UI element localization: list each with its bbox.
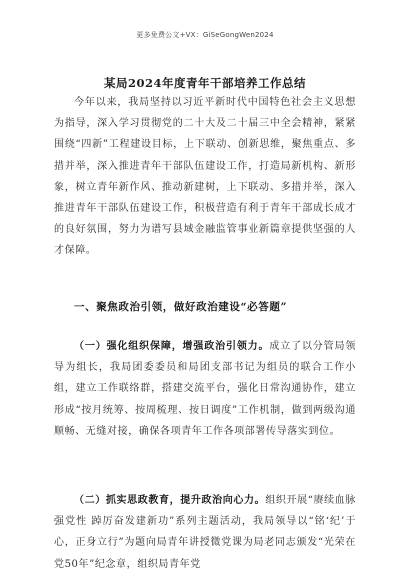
section-heading-1: 一、聚焦政治引领，做好政治建设“必答题”: [74, 301, 288, 313]
document-title: 某局2024年度青年干部培养工作总结: [103, 76, 306, 90]
intro-paragraph: 今年以来，我局坚持以习近平新时代中国特色社会主义思想为指导，深入学习贯彻党的二十大及二十届三中全会精神，紧紧围绕“四新”工程建设目标，上下联动、创新思维，聚焦重点、多措并举，深入推进青年干部队伍建设工作，打造局新机构、新形象，树立青年新作风、推动新建树，上下联动、多措并举，深入推进青年干部队伍建设工作，积极营造有利于青年干部成长成才的良好氛围，努力为谱写县域金融监管事业新篇章提供坚强的人才保障。: [54, 97, 356, 257]
subsection-heading-1: （一）强化组织保障，增强政治引领力。: [74, 341, 270, 352]
header-note: 更多免费公文+VX：GiSeGongWen2024: [136, 31, 274, 39]
subsection-paragraph-2: [54, 490, 356, 575]
subsection-text-2: 组织开展“赓续血脉强党性 踔厉奋发建新功”系列主题活动，我局领导以“铭‘纪’于心，正身立行”为题向局青年讲授微党课为局老同志颁发“光荣在党50年”纪念章，组织局青年党: [54, 495, 356, 570]
subsection-text-1: 成立了以分管局领导为组长，我局团委委员和局团支部书记为组员的联合工作小组，建立工作联络群，搭建交流平台，强化日常沟通协作，建立形成“按月统筹、按周梳理、按日调度”工作机制，做到两级沟通顺畅、无缝对接，确保各项青年工作各项部署传导落实到位。: [54, 341, 356, 437]
subsection-paragraph-1: [54, 336, 356, 442]
subsection-heading-2: （二）抓实思政教育，提升政治向心力。: [74, 495, 266, 506]
